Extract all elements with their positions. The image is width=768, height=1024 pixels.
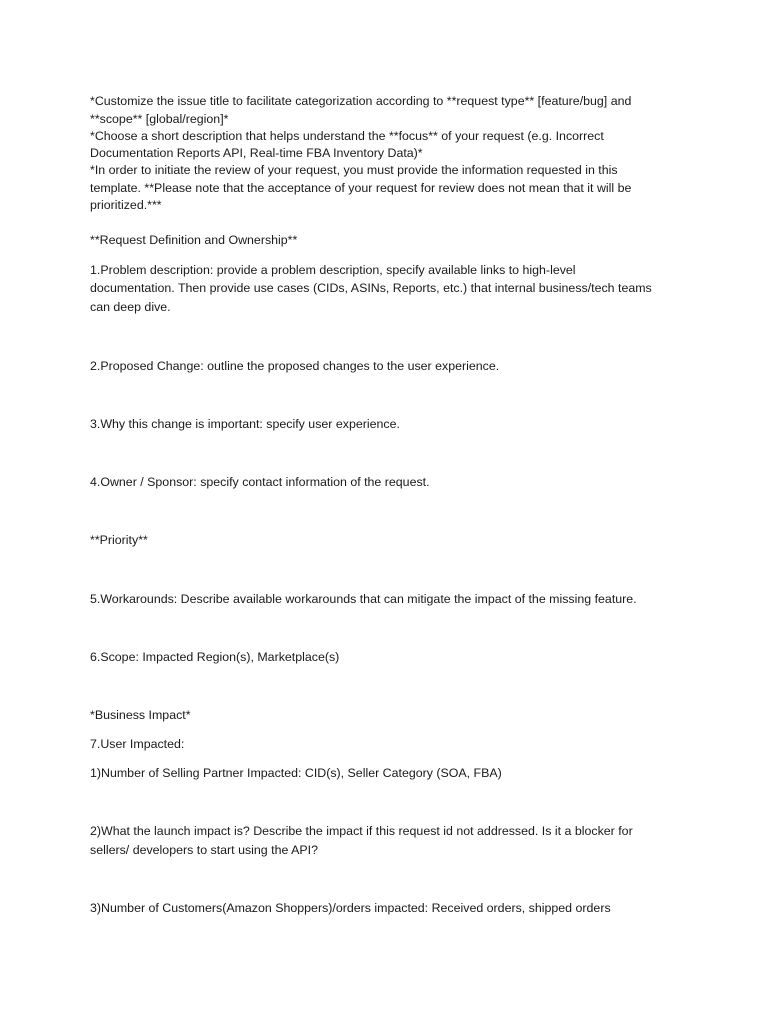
request-definition-heading: **Request Definition and Ownership** (90, 233, 298, 247)
item-7: 7.User Impacted: (90, 737, 185, 751)
business-impact-heading: *Business Impact* (90, 708, 191, 722)
item-2: 2.Proposed Change: outline the proposed changes to the user experience. (90, 359, 500, 373)
intro-line-1: *Customize the issue title to facilitate categorization according to **request type** [feature/bug] and (90, 94, 632, 108)
item-1-line-2: documentation. Then provide use cases (CIDs, ASINs, Reports, etc.) that internal business/tech teams (90, 281, 652, 295)
priority-heading: **Priority** (90, 533, 148, 547)
sub-item-2-line-2: sellers/ developers to start using the API? (90, 843, 318, 857)
intro-line-3: *Choose a short description that helps understand the **focus** of your request (e.g. Incorrect (90, 129, 604, 143)
item-4: 4.Owner / Sponsor: specify contact information of the request. (90, 475, 430, 489)
sub-item-2-line-1: 2)What the launch impact is? Describe the impact if this request id not addressed. Is it a blocker for (90, 824, 633, 838)
sub-item-1: 1)Number of Selling Partner Impacted: CID(s), Seller Category (SOA, FBA) (90, 766, 502, 780)
intro-line-2: **scope** [global/region]* (90, 112, 229, 126)
item-5: 5.Workarounds: Describe available workarounds that can mitigate the impact of the missing feature. (90, 592, 637, 606)
intro-line-7: prioritized.*** (90, 198, 162, 212)
item-1-line-3: can deep dive. (90, 300, 171, 314)
intro-line-4: Documentation Reports API, Real-time FBA Inventory Data)* (90, 146, 423, 160)
item-6: 6.Scope: Impacted Region(s), Marketplace(s) (90, 650, 340, 664)
intro-line-5: *In order to initiate the review of your request, you must provide the information requested in this (90, 163, 618, 177)
sub-item-3: 3)Number of Customers(Amazon Shoppers)/orders impacted: Received orders, shipped orders (90, 901, 611, 915)
intro-line-6: template. **Please note that the acceptance of your request for review does not mean that it will be (90, 181, 632, 195)
item-1-line-1: 1.Problem description: provide a problem description, specify available links to high-level (90, 263, 576, 277)
item-3: 3.Why this change is important: specify user experience. (90, 417, 400, 431)
